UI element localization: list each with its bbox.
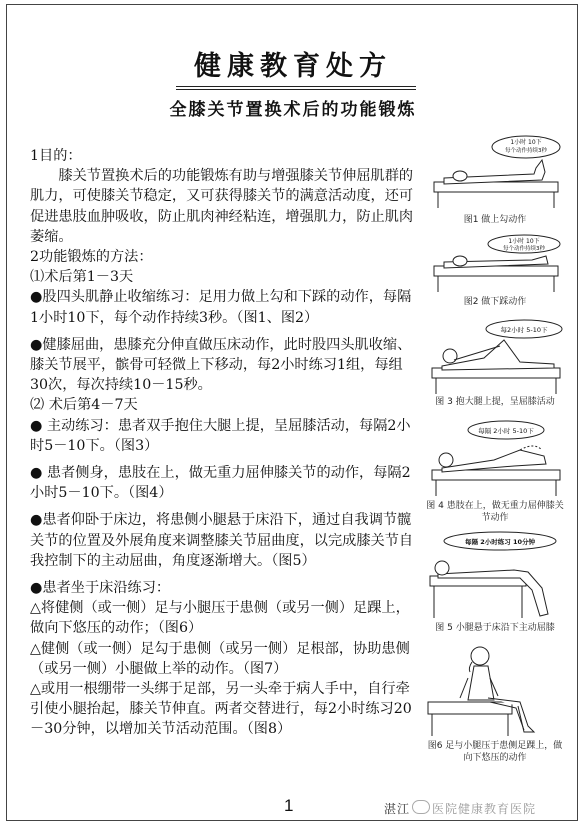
figure-5-caption: 图 5 小腿悬于床沿下主动屈膝 (435, 623, 555, 633)
footer-watermark: 医院健康教育医院 (432, 802, 537, 816)
figure-1-bubble-line-2: 每个动作持续3秒 (505, 148, 547, 154)
article-body (30, 146, 418, 740)
figure-4-caption: 图 4 患肢在上，做无重力屈伸膝关节动作 (426, 501, 564, 523)
figure-5-illustration (424, 530, 566, 622)
figure-1-caption: 图1 做上勾动作 (463, 215, 527, 225)
footer-source (384, 800, 536, 817)
figure-1-bubble-line-1: 1小时 10下 (510, 139, 542, 146)
footer-org: 湛江 (384, 802, 411, 816)
figure-6 (424, 642, 566, 764)
figure-4-bubble-text: 每隔 2小时 5-10下 (478, 427, 534, 435)
figure-1 (424, 130, 566, 226)
page-subtitle: 全膝关节置换术后的功能锻炼 (169, 100, 417, 120)
title-divider-bottom (176, 89, 416, 90)
exercise-hook-lift: △健侧（或一侧）足勾于患侧（或另一侧）足根部，协助患侧（或另一侧）小腿做上举的动作。（图7） (30, 640, 410, 677)
exercise-bandage-pull: △或用一根绷带一头绑于足部，另一头牵于病人手中，自行牵引使小腿抬起，膝关节伸直。两者交替进行，每2小时练习20－30分钟，以增加关节活动范围。（图8） (30, 681, 412, 738)
purpose-paragraph: 膝关节置换术后的功能锻炼有助与增强膝关节伸屈肌群的肌力，可使膝关节稳定，又可获得膝关节的满意活动度，还可促进患肢血肿吸收，防止肌肉神经粘连，增强肌力，防止肌肉萎缩。 (30, 168, 414, 245)
stage-2-heading: ⑵ 术后第4－7天 (30, 397, 138, 414)
figure-2-bubble-line-1: 1小时 10下 (508, 238, 540, 245)
figure-2-illustration (424, 234, 566, 296)
figure-3-illustration (424, 316, 566, 396)
figure-2-caption: 图2 做下踩动作 (463, 297, 527, 307)
wechat-icon (412, 800, 430, 814)
exercise-active-lift: ● 主动练习：患者双手抱住大腿上提，呈屈膝活动，每隔2小时5－10下。（图3） (30, 417, 411, 454)
figure-3-bubble-text: 每2小时 5-10下 (500, 326, 548, 334)
section-methods-heading: 2功能锻炼的方法： (30, 249, 153, 266)
figure-6-caption: 图6 足与小腿压于患侧足踝上，做向下悠压的动作 (427, 741, 563, 763)
figure-5-bubble-text: 每隔 2小时练习 10分钟 (464, 538, 536, 546)
stage-1-heading: ⑴术后第1－3天 (30, 269, 134, 286)
figure-3 (424, 316, 566, 408)
page-title: 健康教育处方 (194, 51, 392, 82)
exercise-side-lying: ● 患者侧身，患肢在上，做无重力屈伸膝关节的动作，每隔2小时5－10下。（图4） (30, 465, 411, 502)
figure-6-illustration (424, 642, 566, 740)
figure-3-caption: 图 3 抱大腿上提，呈屈膝活动 (435, 397, 555, 407)
title-divider-top (176, 86, 416, 87)
figure-1-illustration (424, 130, 566, 214)
page-number: 1 (284, 796, 294, 815)
section-purpose-heading: 1目的： (30, 148, 82, 164)
exercise-knee-press: ●健膝屈曲，患膝充分伸直做压床动作，此时股四头肌收缩、膝关节展平，髌骨可轻微上下移动，每2小时练习1组，每组30次，每次持续10－15秒。 (30, 336, 412, 394)
exercise-quad-contraction: ●股四头肌静止收缩练习：足用力做上勾和下踩的动作，每隔1小时10下，每个动作持续3秒。（图1、图2） (30, 289, 412, 326)
figure-4-illustration (424, 416, 566, 500)
figure-2-bubble-line-2: 每个动作持续3秒 (503, 246, 545, 252)
illustration-column (424, 130, 566, 764)
exercise-bed-edge-flex: ●患者仰卧于床边，将患侧小腿悬于床沿下，通过自我调节髋关节的位置及外展角度来调整膝关节屈曲度，以完成膝关节自我控制下的主动屈曲，角度逐渐增大。（图5） (30, 512, 414, 569)
exercise-sitting-heading: ●患者坐于床沿练习： (30, 580, 171, 597)
figure-5 (424, 530, 566, 634)
figure-2 (424, 234, 566, 308)
exercise-press-down: △将健侧（或一侧）足与小腿压于患侧（或另一侧）足踝上，做向下悠压的动作；（图6） (30, 600, 410, 637)
figure-4 (424, 416, 566, 524)
